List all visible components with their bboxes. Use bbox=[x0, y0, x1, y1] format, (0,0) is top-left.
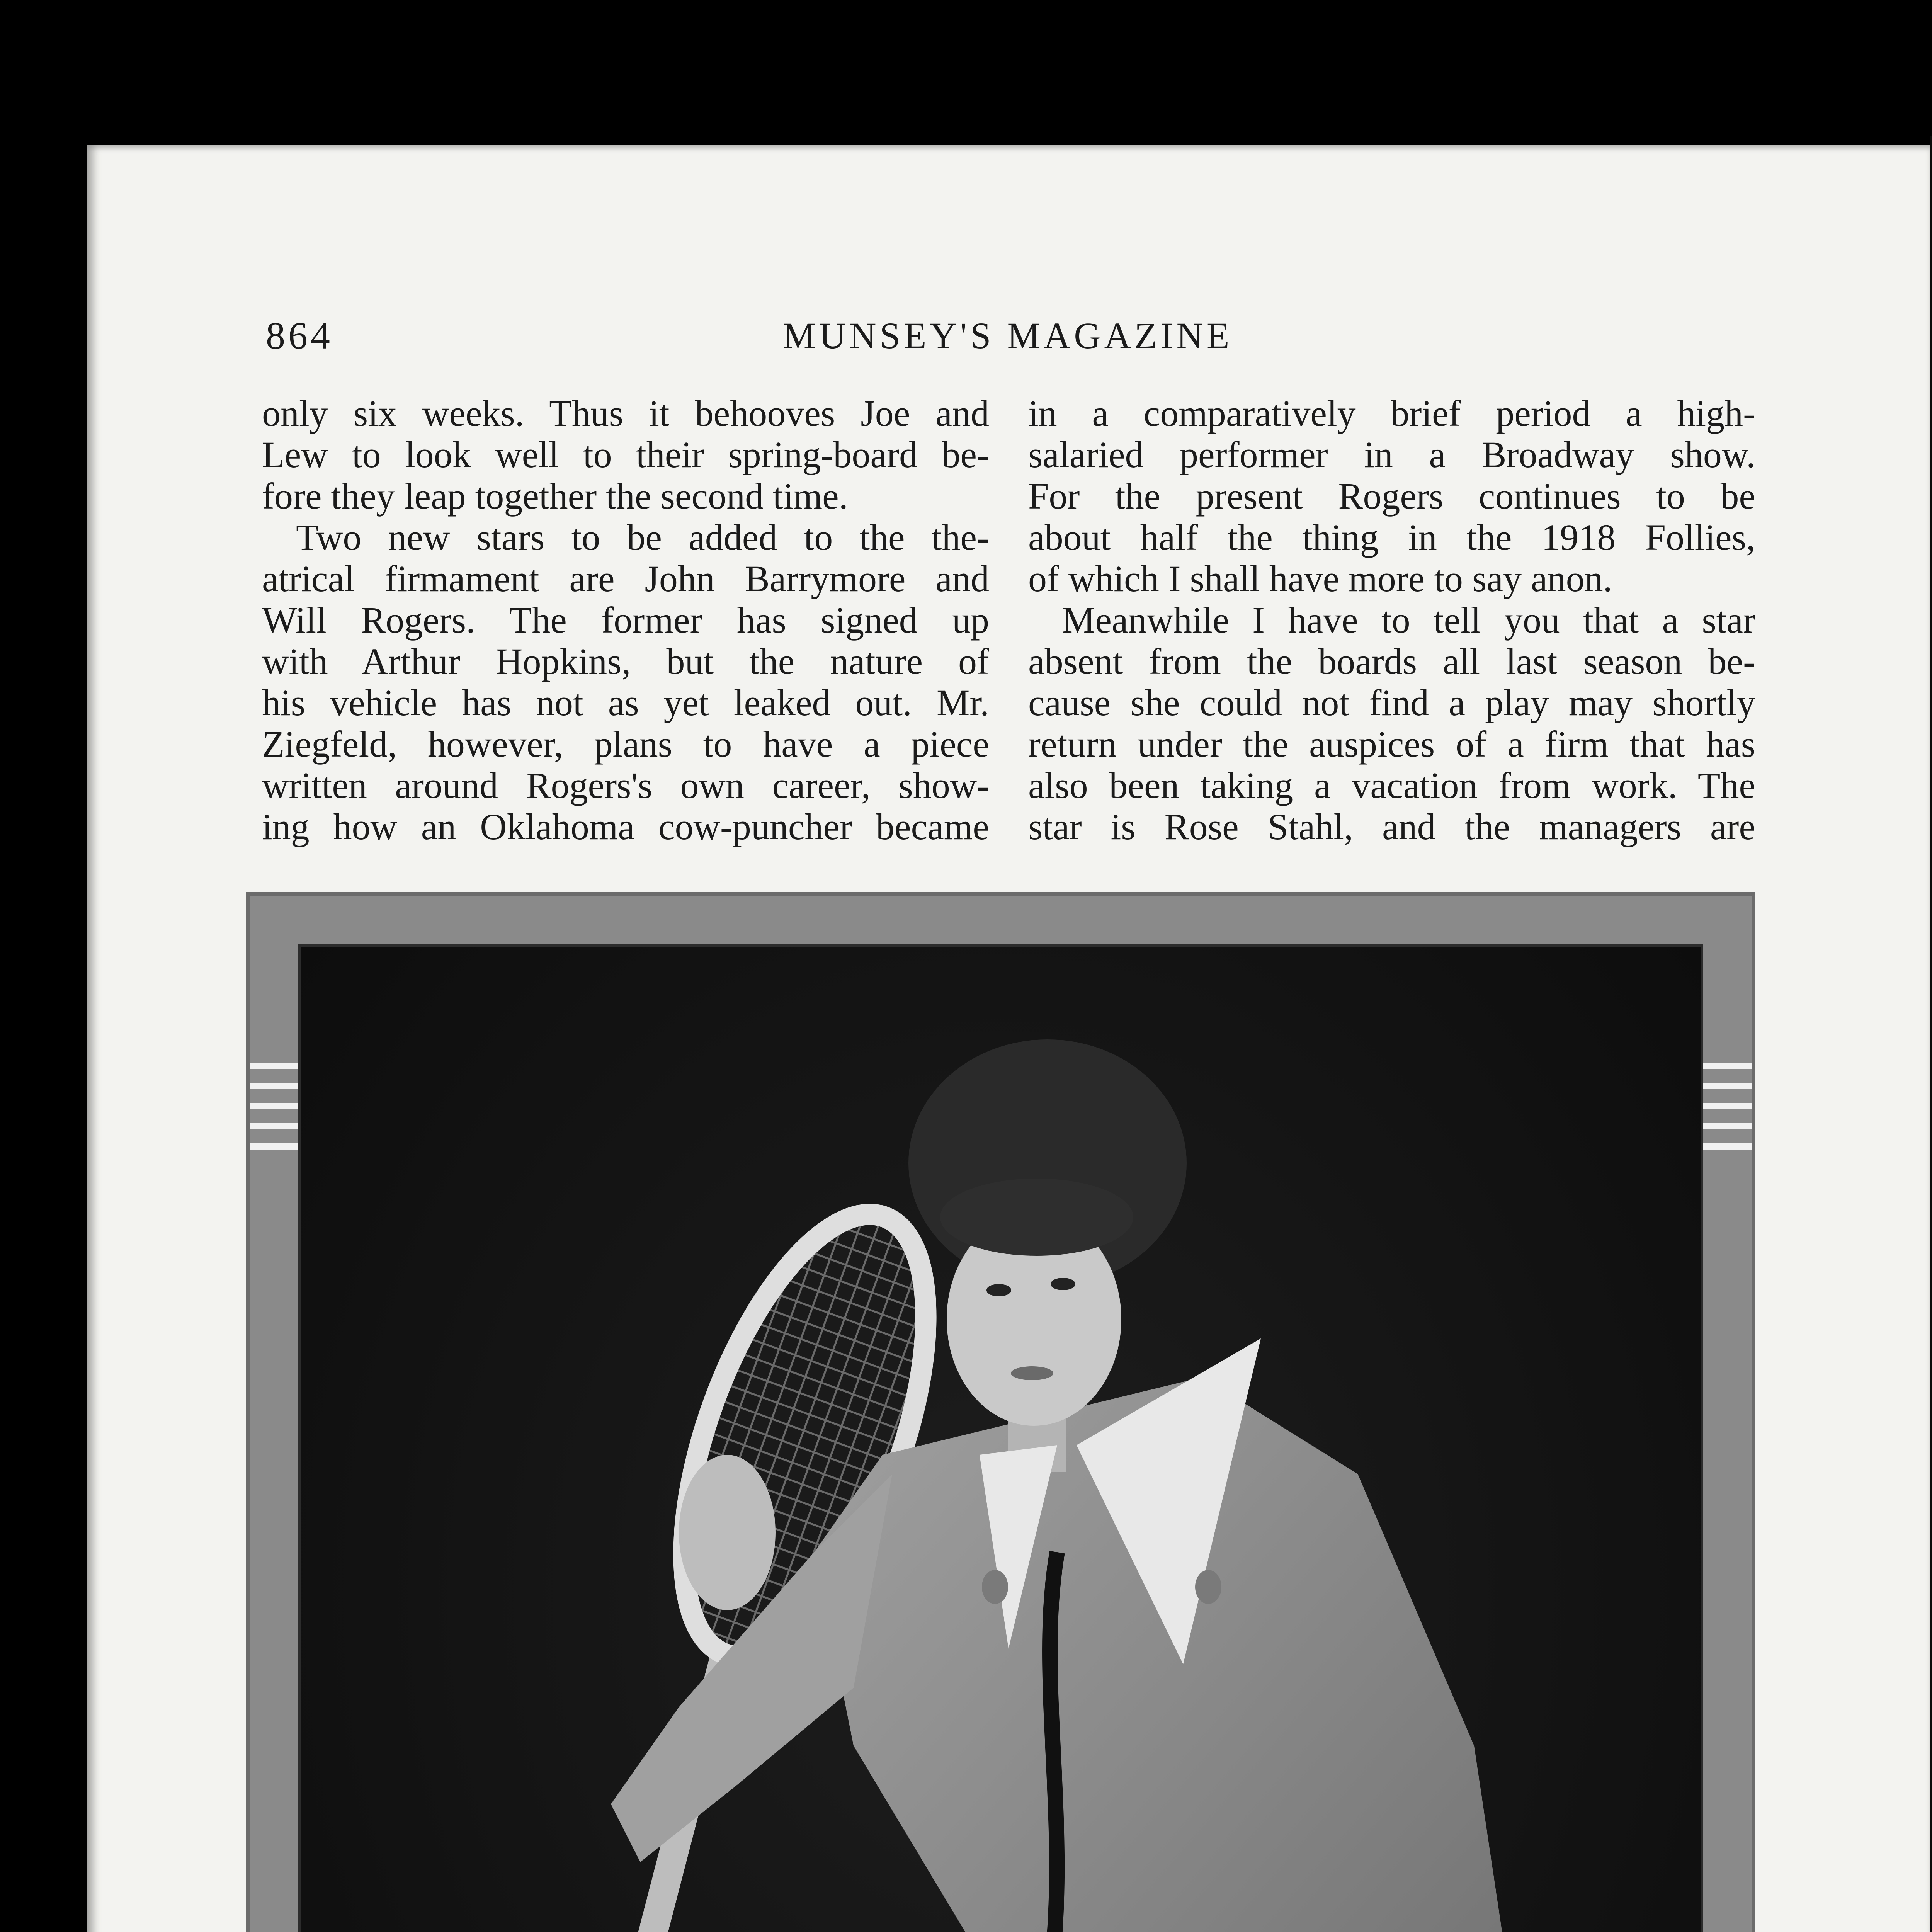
photo-frame bbox=[246, 892, 1755, 1932]
text-line: about half the thing in the 1918 Follies, bbox=[1028, 517, 1755, 558]
text-line: only six weeks. Thus it behooves Joe and bbox=[262, 393, 989, 434]
text-line: Will Rogers. The former has signed up bbox=[262, 599, 989, 641]
collar-button-left bbox=[982, 1570, 1008, 1604]
mouth bbox=[1011, 1366, 1053, 1380]
text-line: salaried performer in a Broadway show. bbox=[1028, 434, 1755, 475]
text-line: For the present Rogers continues to be bbox=[1028, 475, 1755, 517]
text-line: also been taking a vacation from work. The bbox=[1028, 765, 1755, 806]
text-line: in a comparatively brief period a high- bbox=[1028, 393, 1755, 434]
text-line: return under the auspices of a firm that has bbox=[1028, 723, 1755, 765]
text-line: Meanwhile I have to tell you that a star bbox=[1062, 599, 1755, 641]
article-left-column bbox=[262, 393, 989, 847]
page-number: 864 bbox=[266, 314, 333, 357]
text-line: Lew to look well to their spring-board be- bbox=[262, 434, 989, 475]
hair-fringe bbox=[940, 1179, 1133, 1256]
article-right-column bbox=[1028, 393, 1755, 847]
text-line: written around Rogers's own career, show- bbox=[262, 765, 989, 806]
portrait-photograph bbox=[301, 947, 1701, 1932]
text-line: star is Rose Stahl, and the managers are bbox=[1028, 806, 1755, 847]
text-line: with Arthur Hopkins, but the nature of bbox=[262, 641, 989, 682]
binding-shadow bbox=[1930, 136, 1932, 1932]
frame-ornament-left-top bbox=[250, 1063, 301, 1163]
text-line: of which I shall have more to say anon. bbox=[1028, 558, 1612, 599]
text-line: Two new stars to be added to the the- bbox=[296, 517, 989, 558]
frame-ornament-right-top bbox=[1701, 1063, 1752, 1163]
text-line: fore they leap together the second time. bbox=[262, 475, 848, 517]
text-line: Ziegfeld, however, plans to have a piece bbox=[262, 723, 989, 765]
left-hand bbox=[679, 1455, 776, 1610]
portrait-photograph-image bbox=[301, 947, 1701, 1932]
eye-left bbox=[986, 1284, 1011, 1296]
text-line: his vehicle has not as yet leaked out. Mr. bbox=[262, 682, 989, 723]
running-head: MUNSEY'S MAGAZINE bbox=[782, 315, 1233, 356]
text-line: atrical firmament are John Barrymore and bbox=[262, 558, 989, 599]
text-line: ing how an Oklahoma cow-puncher became bbox=[262, 806, 989, 847]
eye-right bbox=[1051, 1278, 1075, 1290]
collar-button-right bbox=[1195, 1570, 1221, 1604]
text-line: cause she could not find a play may shortly bbox=[1028, 682, 1755, 723]
text-line: absent from the boards all last season be- bbox=[1028, 641, 1755, 682]
